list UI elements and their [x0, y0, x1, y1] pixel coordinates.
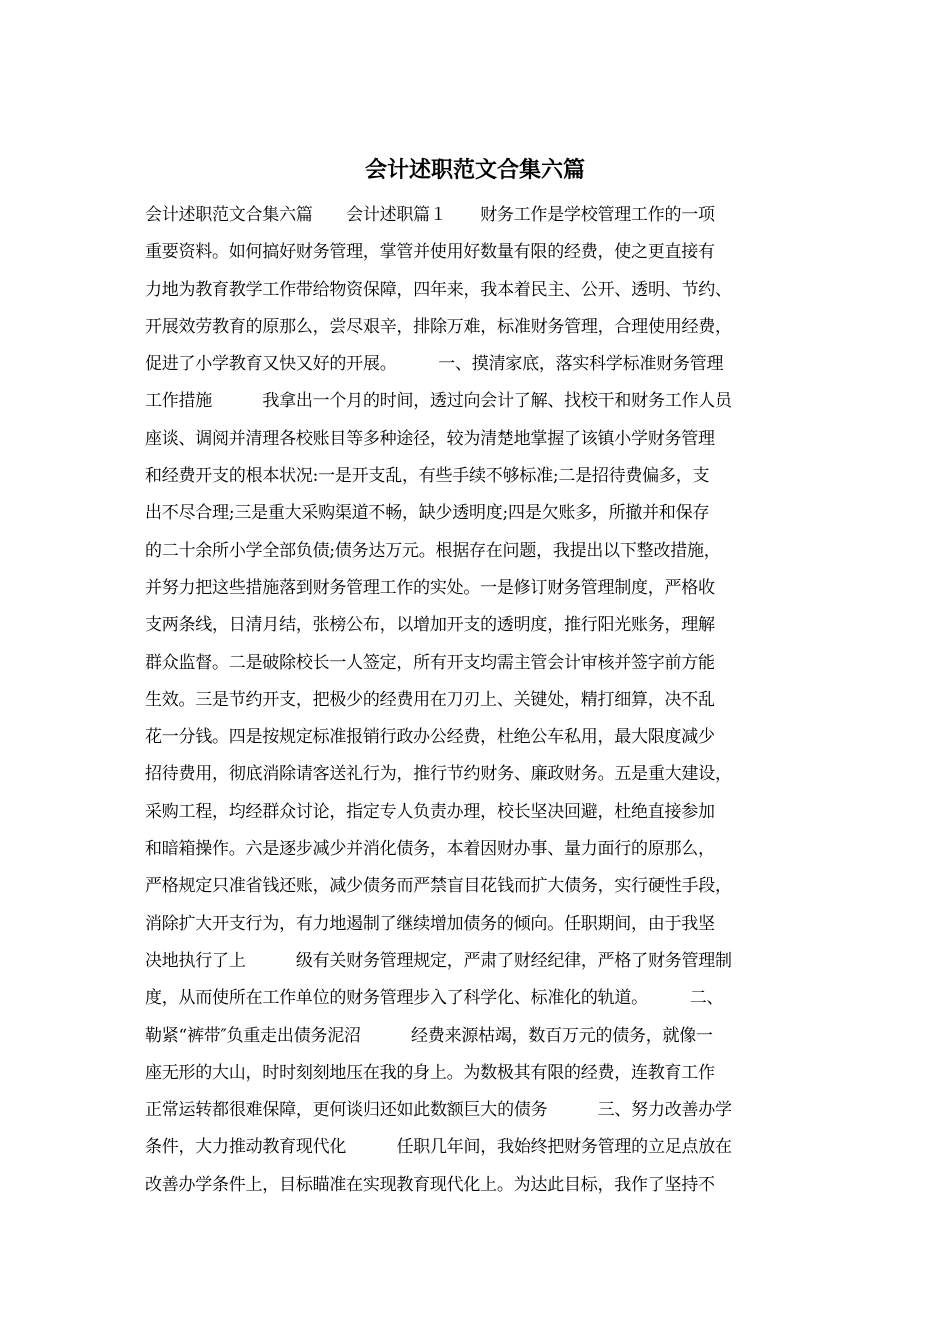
body-text-line: 生效。三是节约开支，把极少的经费用在刀刃上、关键处，精打细算，决不乱	[145, 689, 715, 710]
body-text-line: 支两条线，日清月结，张榜公布，以增加开支的透明度，推行阳光账务，理解	[145, 615, 715, 636]
body-text-line: 消除扩大开支行为，有力地遏制了继续增加债务的倾向。任职期间，由于我坚	[145, 913, 715, 934]
body-text-line: 会计述职范文合集六篇 会计述职篇１ 财务工作是学校管理工作的一项	[145, 205, 715, 225]
body-text-line: 促进了小学教育又快又好的开展。 一、摸清家底，落实科学标准财务管理	[145, 354, 724, 375]
body-text-line: 和暗箱操作。六是逐步减少并消化债务，本着因财办事、量力面行的原那么，	[145, 839, 715, 860]
body-text-line: 工作措施 我拿出一个月的时间，透过向会计了解、找校干和财务工作人员	[145, 391, 732, 412]
body-text-line: 采购工程，均经群众讨论，指定专人负责办理，校长坚决回避，杜绝直接参加	[145, 801, 715, 822]
body-text-line: 度，从而使所在工作单位的财务管理步入了科学化、标准化的轨道。 二、	[145, 988, 724, 1009]
document-title: 会计述职范文合集六篇	[364, 157, 585, 183]
body-text-line: 严格规定只准省钱还账，减少债务而严禁盲目花钱而扩大债务，实行硬性手段，	[145, 876, 732, 897]
body-text-line: 改善办学条件上，目标瞄准在实现教育现代化上。为达此目标，我作了坚持不	[145, 1174, 715, 1195]
body-text-line: 勒紧“裤带″负重走出债务泥沼 经费来源枯竭，数百万元的债务，就像一	[145, 1025, 713, 1046]
body-text-line: 的二十余所小学全部负债;债务达万元。根据存在问题，我提出以下整改措施，	[145, 540, 721, 561]
body-text-line: 和经费开支的根本状况:一是开支乱，有些手续不够标准;二是招待费偏多，支	[145, 466, 710, 487]
body-text-line: 招待费用，彻底消除请客送礼行为，推行节约财务、廉政财务。五是重大建设，	[145, 764, 732, 785]
body-text-line: 力地为教育教学工作带给物资保障，四年来，我本着民主、公开、透明、节约、	[145, 279, 732, 300]
document-body	[145, 197, 825, 1204]
body-text-line: 座谈、调阅并清理各校账目等多种途径，较为清楚地掌握了该镇小学财务管理	[145, 428, 715, 449]
body-text-line: 群众监督。二是破除校长一人签定，所有开支均需主管会计审核并签字前方能	[145, 652, 715, 673]
body-text-line: 开展效劳教育的原那么，尝尽艰辛，排除万难，标准财务管理，合理使用经费，	[145, 316, 732, 337]
body-text-line: 出不尽合理;三是重大采购渠道不畅，缺少透明度;四是欠账多，所撤并和保存	[145, 503, 710, 524]
body-text-line: 正常运转都很难保障，更何谈归还如此数额巨大的债务 三、努力改善办学	[145, 1100, 732, 1121]
body-text-line: 花一分钱。四是按规定标准报销行政办公经费，杜绝公车私用，最大限度减少	[145, 727, 715, 748]
body-text-line: 决地执行了上 级有关财务管理规定，严肃了财经纪律，严格了财务管理制	[145, 950, 732, 971]
body-text-line: 并努力把这些措施落到财务管理工作的实处。一是修订财务管理制度，严格收	[145, 577, 715, 598]
body-text-line: 重要资料。如何搞好财务管理，掌管并使用好数量有限的经费，使之更直接有	[145, 242, 715, 263]
body-text-line: 条件，大力推动教育现代化 任职几年间，我始终把财务管理的立足点放在	[145, 1137, 732, 1158]
body-text-line: 座无形的大山，时时刻刻地压在我的身上。为数极其有限的经费，连教育工作	[145, 1062, 715, 1083]
